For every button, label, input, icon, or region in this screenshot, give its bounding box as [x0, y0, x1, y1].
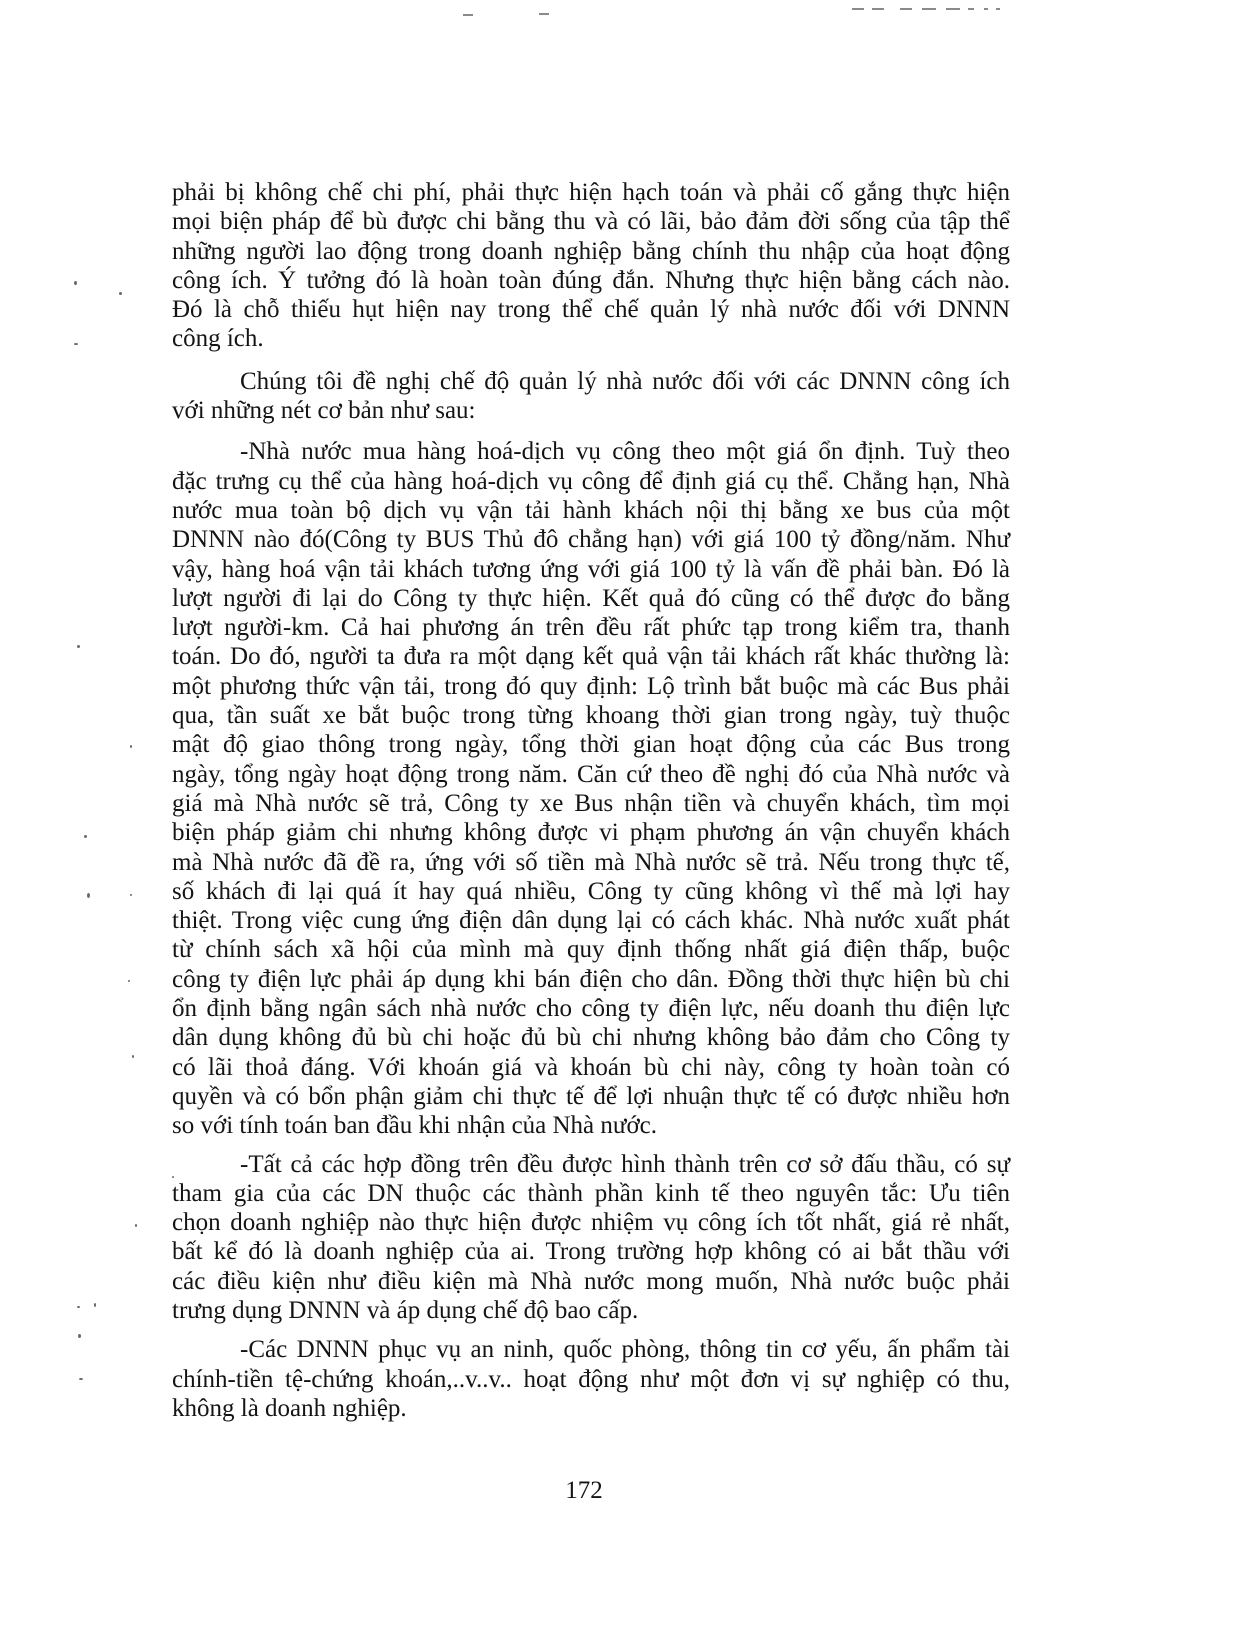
text-line: những người lao động trong doanh nghiệp bằng chính thu nhập của hoạt động [172, 237, 1010, 265]
text-line: công ích. Ý tưởng đó là hoàn toàn đúng đắn. Nhưng thực hiện bằng cách nào. [172, 266, 1010, 294]
scan-speck [74, 281, 77, 285]
text-line: qua, tần suất xe bắt buộc trong từng khoang thời gian trong ngày, tuỳ thuộc [172, 702, 1010, 730]
text-line: DNNN nào đó(Công ty BUS Thủ đô chẳng hạn) với giá 100 tỷ đồng/năm. Như [172, 526, 1010, 554]
text-line: vậy, hàng hoá vận tải khách tương ứng với giá 100 tỷ là vấn đề phải bàn. Đó là [172, 555, 1010, 583]
text-line: ổn định bằng ngân sách nhà nước cho công ty điện lực, nếu doanh thu điện lực [172, 995, 1010, 1023]
text-line: Chúng tôi đề nghị chế độ quản lý nhà nước đối với các DNNN công ích [240, 367, 1010, 395]
text-line: lượt người-km. Cả hai phương án trên đều rất phức tạp trong kiểm tra, thanh [172, 614, 1010, 642]
text-line: giá mà Nhà nước sẽ trả, Công ty xe Bus nhận tiền và chuyển khách, tìm mọi [172, 789, 1010, 817]
scan-speck [87, 893, 90, 898]
text-line: có lãi thoả đáng. Với khoán giá và khoán bù chi này, công ty hoàn toàn có [172, 1053, 1010, 1081]
scan-artifact [968, 8, 974, 10]
text-line: chính-tiền tệ-chứng khoán,..v..v.. hoạt động như một đơn vị sự nghiệp có thu, [172, 1365, 1010, 1393]
text-line: -Tất cả các hợp đồng trên đều được hình thành trên cơ sở đấu thầu, có sự [240, 1150, 1010, 1178]
scan-artifact [900, 8, 912, 10]
paragraph-3 [172, 437, 1010, 1140]
scan-speck [84, 835, 87, 838]
scan-speck [132, 1055, 134, 1058]
scan-artifact [463, 14, 473, 16]
text-line: biện pháp giảm chi nhưng không được vi phạm phương án vận chuyển khách [172, 819, 1010, 847]
scan-speck [79, 1378, 83, 1380]
text-line: bất kể đó là doanh nghiệp của ai. Trong trường hợp không có ai bắt thầu với [172, 1238, 1010, 1266]
scan-artifact [996, 8, 1000, 10]
text-line: với những nét cơ bản như sau: [172, 397, 476, 425]
text-line: lượt người đi lại do Công ty thực hiện. Kết quả đó cũng có thể được đo bằng [172, 584, 1010, 612]
text-line: thiệt. Trong việc cung ứng điện dân dụng lại có cách khác. Nhà nước xuất phát [172, 907, 1010, 935]
scan-artifact [922, 8, 936, 10]
scan-artifact [872, 8, 884, 10]
scan-artifact [946, 8, 960, 10]
text-line: số khách đi lại quá ít hay quá nhiều, Công ty cũng không vì thế mà lợi hay [172, 877, 1010, 905]
scan-speck [74, 343, 78, 345]
scan-speck [77, 645, 80, 648]
text-line: so với tính toán ban đầu khi nhận của Nhà nước. [172, 1112, 658, 1140]
paragraph-4 [172, 1150, 1010, 1326]
text-line: chọn doanh nghiệp nào thực hiện được nhiệm vụ công ích tốt nhất, giá rẻ nhất, [172, 1209, 1010, 1237]
scan-speck [94, 1303, 96, 1307]
text-line: mật độ giao thông trong ngày, tổng thời gian hoạt động của các Bus trong [172, 731, 1010, 759]
text-line: không là doanh nghiệp. [172, 1394, 407, 1422]
scan-speck [77, 1306, 80, 1308]
paragraph-1 [172, 178, 1010, 354]
paragraph-2 [172, 367, 1010, 426]
text-line: các điều kiện như điều kiện mà Nhà nước mong muốn, Nhà nước buộc phải [172, 1267, 1010, 1295]
text-line: trưng dụng DNNN và áp dụng chế độ bao cấp. [172, 1296, 639, 1324]
text-line: từ chính sách xã hội của mình mà quy định thống nhất giá điện thấp, buộc [172, 936, 1010, 964]
text-line: ngày, tổng ngày hoạt động trong năm. Căn cứ theo đề nghị đó của Nhà nước và [172, 760, 1010, 788]
page-number: 172 [565, 1477, 603, 1504]
text-line: tham gia của các DN thuộc các thành phần kinh tế theo nguyên tắc: Ưu tiên [172, 1179, 1010, 1207]
text-line: phải bị không chế chi phí, phải thực hiện hạch toán và phải cố gắng thực hiện [172, 179, 1010, 206]
text-line: công ty điện lực phải áp dụng khi bán điện cho dân. Đồng thời thực hiện bù chi [172, 965, 1010, 993]
scan-speck [135, 1224, 137, 1227]
scan-speck [119, 292, 122, 295]
scan-speck [130, 745, 132, 748]
text-line: -Các DNNN phục vụ an ninh, quốc phòng, thông tin cơ yếu, ấn phẩm tài [240, 1336, 1010, 1364]
scan-speck [128, 980, 130, 982]
text-line: Đó là chỗ thiếu hụt hiện nay trong thể chế quản lý nhà nước đối với DNNN [172, 296, 1010, 324]
scan-artifact [539, 13, 549, 15]
text-line: mọi biện pháp để bù được chi bằng thu và có lãi, bảo đảm đời sống của tập thể [172, 208, 1010, 236]
text-line: toán. Do đó, người ta đưa ra một dạng kết quả vận tải khách rất khác thường là: [172, 643, 1010, 671]
text-line: -Nhà nước mua hàng hoá-dịch vụ công theo một giá ổn định. Tuỳ theo [240, 438, 1010, 466]
text-line: công ích. [172, 325, 264, 353]
paragraph-5 [172, 1335, 1010, 1423]
scan-speck [78, 1334, 81, 1338]
scan-speck [130, 894, 132, 896]
text-line: đặc trưng cụ thể của hàng hoá-dịch vụ công để định giá cụ thể. Chẳng hạn, Nhà [172, 467, 1010, 495]
text-line: mà Nhà nước đã đề ra, ứng với số tiền mà Nhà nước sẽ trả. Nếu trong thực tế, [172, 848, 1010, 876]
scan-artifact [852, 8, 864, 10]
text-line: nước mua toàn bộ dịch vụ vận tải hành khách nội thị bằng xe bus của một [172, 496, 1010, 524]
body-text [172, 178, 1010, 1423]
scan-artifact [984, 8, 988, 10]
text-line: quyền và có bổn phận giảm chi thực tế để lợi nhuận thực tế có được nhiều hơn [172, 1082, 1010, 1110]
text-line: dân dụng không đủ bù chi hoặc đủ bù chi nhưng không bảo đảm cho Công ty [172, 1024, 1010, 1052]
text-line: một phương thức vận tải, trong đó quy định: Lộ trình bắt buộc mà các Bus phải [172, 672, 1010, 700]
